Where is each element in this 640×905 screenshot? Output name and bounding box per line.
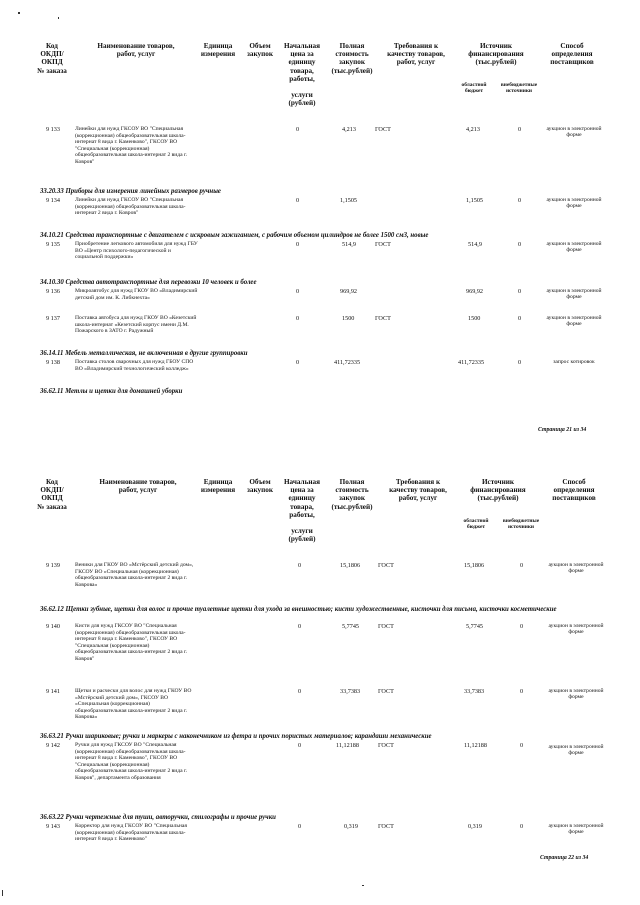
row-volume: 0 [298, 742, 302, 749]
okpd-section-heading: 36.62.12 Щетки зубные, щетки для волос и прочие туалетные щетки для ухода за внешностью; кисти художественные, кисточки для письма, кисточки косметические [40, 606, 557, 613]
row-budget: 5,7745 [466, 623, 484, 630]
row-volume: 0 [296, 197, 300, 204]
header-text: (рублей) [288, 535, 316, 544]
header-text: Полная [339, 478, 365, 486]
row-extra: 0 [518, 359, 522, 366]
okpd-section-heading: 36.63.21 Ручки шариковые; ручки и маркеры с наконечником из фетра и прочих пористых материалов; карандаши механические [40, 733, 432, 740]
row-total: 0,319 [344, 823, 358, 830]
row-total: 411,72335 [334, 359, 361, 366]
row-extra: 0 [518, 197, 522, 204]
row-number: 9 143 [46, 823, 60, 830]
header-text: (рублей) [288, 99, 316, 108]
header-total [326, 42, 378, 75]
header-text: Единица [203, 478, 233, 486]
row-budget: 33,7383 [464, 688, 485, 695]
row-total: 1,1505 [340, 197, 358, 204]
row-method: аукцион в электронной форме [546, 241, 602, 254]
row-volume: 0 [298, 562, 302, 569]
header-name [82, 42, 190, 58]
row-extra: 0 [518, 288, 522, 295]
header-name [84, 478, 192, 494]
header-text: определения [551, 50, 593, 59]
header-source [454, 478, 542, 503]
row-extra: 0 [518, 241, 522, 248]
scan-speck [2, 890, 3, 896]
header-code [30, 42, 74, 75]
row-volume: 0 [298, 823, 302, 830]
row-total: 514,9 [342, 241, 356, 248]
header-text: единицу [288, 494, 316, 503]
header-text: работы, [289, 74, 315, 83]
row-item-name: Поставка автобуса для нужд ГКОУ ВО «Кезетский школа-интернат «Кезетский корпус имени Д.М. Пожарского в ЗАТО г. Радужный [75, 315, 197, 335]
header-text: услуги [291, 527, 313, 536]
header-text: Объем [249, 478, 271, 486]
scan-speck [58, 17, 59, 19]
row-number: 9 139 [46, 562, 60, 569]
row-total: 5,7745 [342, 623, 360, 630]
row-budget: 0,319 [468, 823, 482, 830]
header-source [452, 42, 540, 67]
row-requirement: ГОСТ [375, 126, 391, 133]
row-method: аукцион в электронной форме [548, 744, 604, 757]
header-text: ОКДП/ [40, 50, 64, 59]
row-number: 9 134 [46, 197, 60, 204]
okpd-section-heading: 34.10.30 Средства автотранспортные для перевозки 10 человек и более [40, 279, 257, 286]
row-budget: 11,12188 [464, 742, 487, 749]
header-text: качеству товаров, [387, 50, 445, 59]
header-text: Полная [339, 42, 365, 50]
header-text: (тыс.рублей) [477, 494, 519, 503]
row-item-name: Веники для ГКОУ ВО «Мстёрский детский дом», ГКСОУ ВО «Специальная (коррекционная) общеобразовательная школа-интернат 2 вида г. Коврова» [75, 562, 194, 588]
row-number: 9 135 [46, 241, 60, 248]
row-budget: 411,72335 [458, 359, 485, 366]
row-method: аукцион в электронной форме [548, 823, 604, 836]
row-item-name: Микроавтобус для нужд ГКОУ ВО «Владимирский детский дом им. К. Либкнехта» [75, 288, 198, 301]
row-number: 9 141 [46, 688, 60, 695]
row-volume: 0 [298, 623, 302, 630]
row-requirement: ГОСТ [378, 742, 394, 749]
row-requirement: ГОСТ [378, 562, 394, 569]
okpd-section-heading: 36.62.11 Метлы и щетки для домашней уборки [40, 388, 183, 395]
row-volume: 0 [296, 315, 300, 322]
row-method: аукцион в электронной форме [546, 126, 602, 139]
row-total: 11,12188 [336, 742, 359, 749]
row-volume: 0 [298, 688, 302, 695]
header-source-extra: внебюджетные источники [500, 82, 538, 94]
header-text: измерения [200, 486, 236, 495]
page-number: Страница 21 из 34 [538, 427, 587, 433]
row-budget: 514,9 [468, 241, 482, 248]
header-text: Наименование товаров, [97, 42, 175, 50]
okpd-section-heading: 36.63.22 Ручки чертежные для туши, авторучки, стилографы и прочие ручки [40, 814, 276, 821]
row-extra: 0 [518, 126, 522, 133]
row-requirement: ГОСТ [378, 688, 394, 695]
header-text: Код [46, 478, 58, 486]
header-text: цена за [290, 486, 314, 495]
row-requirement: ГОСТ [378, 823, 394, 830]
row-volume: 0 [296, 241, 300, 248]
row-method: аукцион в электронной форме [546, 315, 602, 328]
header-volume [242, 478, 278, 494]
header-text: закупок [247, 50, 273, 59]
okpd-section-heading: 33.20.33 Приборы для измерения линейных размеров ручные [40, 188, 221, 195]
row-volume: 0 [296, 359, 300, 366]
header-text: стоимость [335, 486, 369, 495]
row-requirement: ГОСТ [378, 623, 394, 630]
header-text: Объем [249, 42, 271, 50]
header-text: финансирования [468, 50, 524, 59]
row-method: аукцион в электронной форме [548, 562, 604, 575]
header-requirements [378, 42, 454, 67]
row-budget: 1,1505 [466, 197, 484, 204]
row-item-name: Щетки и расчески для волос для нужд ГКОУ ВО «Мстёрский детский дом», ГКСОУ ВО «Специальная (коррекционная) общеобразовательная школа-интернат 2 вида г. Коврова» [75, 688, 192, 721]
row-number: 9 140 [46, 623, 60, 630]
row-budget: 1500 [468, 315, 481, 322]
row-budget: 969,92 [466, 288, 484, 295]
header-unit [196, 42, 240, 58]
row-requirement: ГОСТ [375, 241, 391, 248]
header-text: закупок [339, 58, 365, 67]
row-extra: 0 [520, 623, 524, 630]
header-text: измерения [200, 50, 236, 59]
header-text: Требования к [395, 478, 441, 486]
header-text: работ, услуг [116, 50, 156, 59]
header-text: работ, услуг [396, 58, 436, 67]
page-number: Страница 22 из 34 [540, 855, 589, 861]
header-text: (тыс.рублей) [331, 502, 373, 511]
header-text: поставщиков [550, 58, 594, 67]
row-extra: 0 [520, 742, 524, 749]
row-number: 9 142 [46, 742, 60, 749]
header-total [326, 478, 378, 511]
row-total: 969,92 [340, 288, 358, 295]
header-text: цена за [290, 50, 314, 59]
row-method: аукцион в электронной форме [546, 288, 602, 301]
row-method: аукцион в электронной форме [546, 197, 602, 210]
header-text: определения [553, 486, 595, 495]
header-text: Источник [479, 42, 513, 50]
header-text: поставщиков [552, 494, 596, 503]
header-text: ОКПД [41, 58, 63, 67]
header-text: товара, [290, 502, 314, 511]
header-text: закупок [339, 494, 365, 503]
header-text: финансирования [470, 486, 526, 495]
row-item-name: Линейки для нужд ГКСОУ ВО "Специальная (коррекционная) общеобразовательная школа-интернат 8 вида г. Каменково", ГКСОУ ВО "Специальная (коррекционная) общеобразовательная школа-интернат 2 вида г. Ковров" [75, 126, 188, 165]
header-text: качеству товаров, [389, 486, 447, 495]
header-text: Начальная [283, 42, 321, 50]
header-text: ОКПД [41, 494, 63, 503]
row-budget: 4,213 [466, 126, 480, 133]
row-item-name: Приобретение легкового автомобиля для нужд ГБУ ВО «Центр психолого-педагогической и социальной поддержки» [75, 241, 198, 261]
header-text: Начальная [283, 478, 321, 486]
row-requirement: ГОСТ [375, 315, 391, 322]
header-text: Способ [562, 478, 586, 486]
header-text: Наименование товаров, [99, 478, 177, 486]
header-source-budget: областной бюджет [463, 518, 489, 530]
header-text: Источник [481, 478, 515, 486]
header-source-extra: внебюджетные источники [502, 518, 540, 530]
header-text: № заказа [37, 502, 67, 511]
header-volume [242, 42, 278, 58]
row-extra: 0 [518, 315, 522, 322]
header-text: закупок [247, 486, 273, 495]
row-extra: 0 [520, 562, 524, 569]
header-text: Единица [203, 42, 233, 50]
scan-speck [362, 885, 364, 886]
row-volume: 0 [296, 288, 300, 295]
row-number: 9 138 [46, 359, 60, 366]
header-text: Способ [560, 42, 584, 50]
row-method: аукцион в электронной форме [548, 623, 604, 636]
row-method: запрос котировок [553, 359, 595, 365]
row-extra: 0 [520, 823, 524, 830]
row-item-name: Линейки для нужд ГКСОУ ВО "Специальная (коррекционная) общеобразовательная школа-интернат 2 вида г. Ковров" [75, 197, 186, 217]
header-method [542, 478, 606, 503]
header-text: (тыс.рублей) [331, 66, 373, 75]
header-price [280, 478, 324, 543]
okpd-section-heading: 34.10.21 Средства транспортные с двигателем с искровым зажиганием, с рабочим объемом цилиндров не более 1500 см3, новые [40, 232, 429, 239]
header-source-budget: областной бюджет [461, 82, 487, 94]
scan-speck [18, 12, 20, 14]
row-item-name: Ручки для нужд ГКСОУ ВО "Специальная (коррекционная) общеобразовательная школа-интернат 8 вида г. Каменково", ГКСОУ ВО "Специальная (коррекционная) общеобразовательная школа-интернат 2 вида г. Ковров", департамента образования [75, 742, 188, 781]
header-price [280, 42, 324, 107]
header-text: № заказа [37, 66, 67, 75]
header-text: Требования к [393, 42, 439, 50]
row-item-name: Корректор для нужд ГКСОУ ВО "Специальная (коррекционная) общеобразовательная школа-интернат 8 вида г. Каменково" [75, 823, 187, 843]
row-total: 33,7383 [340, 688, 361, 695]
header-unit [196, 478, 240, 494]
row-number: 9 137 [46, 315, 60, 322]
row-number: 9 136 [46, 288, 60, 295]
row-item-name: Кисти для нужд ГКСОУ ВО "Специальная (коррекционная) общеобразовательная школа-интернат 8 вида г. Каменково", ГКСОУ ВО "Специальная (коррекционная) общеобразовательная школа-интернат 2 вида г. Ковров" [75, 623, 188, 662]
header-text: единицу [288, 58, 316, 67]
header-text: работ, услуг [398, 494, 438, 503]
header-text: услуги [291, 91, 313, 100]
header-text: ОКДП/ [40, 486, 64, 495]
row-method: аукцион в электронной форме [548, 688, 604, 701]
header-text: (тыс.рублей) [475, 58, 517, 67]
row-total: 4,213 [342, 126, 356, 133]
header-text: Код [46, 42, 58, 50]
row-extra: 0 [520, 688, 524, 695]
row-number: 9 133 [46, 126, 60, 133]
header-text: стоимость [335, 50, 369, 59]
row-item-name: Поставка столов сварочных для нужд ГБОУ СПО ВО «Владимирский технологический колледж» [75, 359, 194, 372]
row-budget: 15,1806 [464, 562, 485, 569]
row-total: 1500 [342, 315, 355, 322]
okpd-section-heading: 36.14.11 Мебель металлическая, не включенная в другие группировки [40, 350, 248, 357]
header-text: товара, [290, 66, 314, 75]
header-code [30, 478, 74, 511]
header-text: работы, [289, 510, 315, 519]
header-text: работ, услуг [118, 486, 158, 495]
header-requirements [380, 478, 456, 503]
header-method [540, 42, 604, 67]
row-volume: 0 [296, 126, 300, 133]
row-total: 15,1806 [340, 562, 361, 569]
